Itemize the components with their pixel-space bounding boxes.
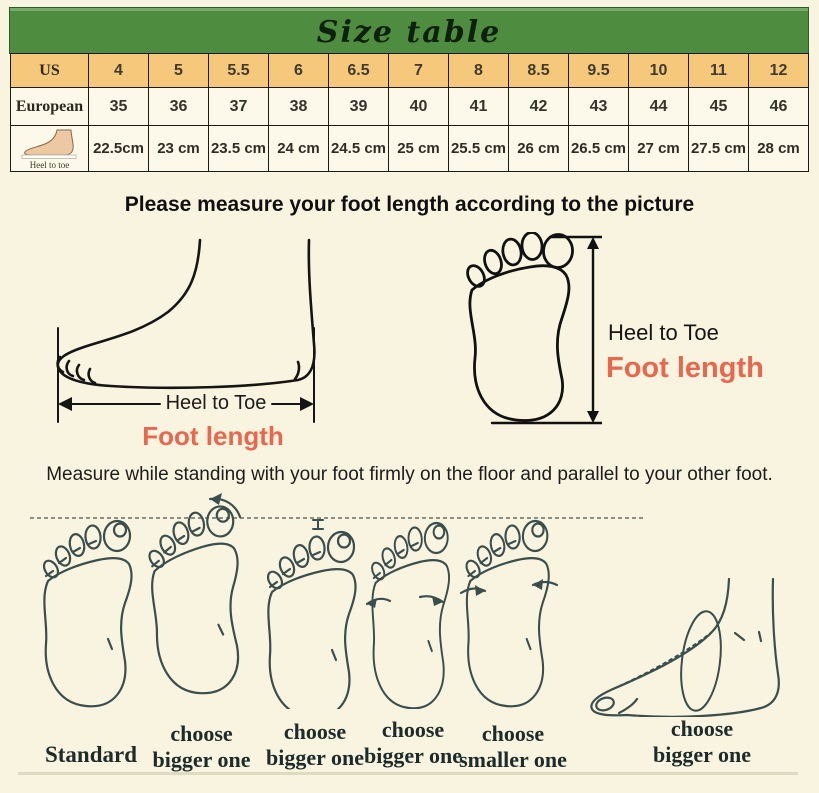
cm-size-cell: 22.5cm <box>89 126 149 172</box>
fit-label-line: Standard <box>44 742 138 767</box>
us-size-cell: 5 <box>149 54 209 88</box>
fit-label-line: bigger one <box>653 741 751 767</box>
footprint-measure-diagram <box>452 232 807 444</box>
size-table <box>10 53 809 172</box>
cm-size-cell: 24 cm <box>269 126 329 172</box>
page-title: Size table <box>316 14 502 50</box>
us-size-cell: 12 <box>749 54 809 88</box>
eu-size-cell: 41 <box>449 88 509 126</box>
cm-size-cell: 28 cm <box>749 126 809 172</box>
side-view-measure-diagram <box>48 236 408 468</box>
size-table-banner <box>10 8 808 53</box>
fit-label-line: choose <box>481 721 545 746</box>
fit-label-bigger-4 <box>627 716 777 768</box>
heel-to-toe-label-footprint: Heel to Toe <box>608 320 719 345</box>
eu-size-cell: 35 <box>89 88 149 126</box>
fit-label-line: choose <box>283 719 347 744</box>
table-row-us <box>11 54 809 88</box>
measure-note: Measure while standing with your foot firmly on the floor and parallel to your other foot. <box>46 464 773 485</box>
us-size-cell: 7 <box>389 54 449 88</box>
cm-size-cell: 27.5 cm <box>689 126 749 172</box>
eu-size-cell: 37 <box>209 88 269 126</box>
eu-size-cell: 36 <box>149 88 209 126</box>
side-foot-icon <box>21 128 79 159</box>
us-size-cell: 10 <box>629 54 689 88</box>
foot-length-caption-side-view: Foot length <box>142 421 284 451</box>
row-header-heel-to-toe <box>11 126 89 172</box>
fit-foot-standard <box>36 489 146 709</box>
table-row-heel-to-toe <box>11 126 809 172</box>
table-row-european <box>11 88 809 126</box>
fit-label-line: choose <box>670 716 734 741</box>
fit-label-line: bigger one <box>266 744 364 770</box>
us-size-cell: 9.5 <box>569 54 629 88</box>
fit-foot-wide <box>358 489 468 709</box>
row-header-european: European <box>11 88 89 126</box>
fit-label-line: bigger one <box>152 746 251 772</box>
measure-heading: Please measure your foot length according to the picture <box>124 193 695 216</box>
us-size-cell: 11 <box>689 54 749 88</box>
fit-foot-long-toe <box>146 489 256 709</box>
us-size-cell: 6 <box>269 54 329 88</box>
foot-icon-label: Heel to toe <box>29 159 70 170</box>
cm-size-cell: 27 cm <box>629 126 689 172</box>
fit-label-bigger-1 <box>139 721 264 773</box>
fit-label-line: bigger one <box>364 742 462 768</box>
fit-label-line: choose <box>381 717 445 742</box>
fit-label-standard <box>26 741 156 768</box>
us-size-cell: 5.5 <box>209 54 269 88</box>
footprint-drawing <box>452 232 602 428</box>
fit-foot-gap <box>260 489 370 709</box>
cm-size-cell: 26.5 cm <box>569 126 629 172</box>
us-size-cell: 6.5 <box>329 54 389 88</box>
us-size-cell: 8.5 <box>509 54 569 88</box>
foot-length-caption-footprint: Foot length <box>606 352 764 384</box>
cm-size-cell: 24.5 cm <box>329 126 389 172</box>
fit-label-line: choose <box>170 721 233 746</box>
eu-size-cell: 46 <box>749 88 809 126</box>
fit-label-line: smaller one <box>459 746 567 772</box>
eu-size-cell: 44 <box>629 88 689 126</box>
fit-foot-high-instep <box>583 577 793 717</box>
cm-size-cell: 25.5 cm <box>449 126 509 172</box>
bottom-rule <box>18 772 798 775</box>
cm-size-cell: 26 cm <box>509 126 569 172</box>
eu-size-cell: 38 <box>269 88 329 126</box>
eu-size-cell: 40 <box>389 88 449 126</box>
eu-size-cell: 42 <box>509 88 569 126</box>
eu-size-cell: 45 <box>689 88 749 126</box>
us-size-cell: 8 <box>449 54 509 88</box>
us-size-cell: 4 <box>89 54 149 88</box>
heel-to-toe-label-side-view: Heel to Toe <box>165 392 267 414</box>
row-header-us: US <box>11 54 89 88</box>
fit-label-smaller <box>443 721 583 773</box>
eu-size-cell: 43 <box>569 88 629 126</box>
cm-size-cell: 25 cm <box>389 126 449 172</box>
fit-foot-narrow <box>456 489 566 709</box>
cm-size-cell: 23 cm <box>149 126 209 172</box>
eu-size-cell: 39 <box>329 88 389 126</box>
cm-size-cell: 23.5 cm <box>209 126 269 172</box>
